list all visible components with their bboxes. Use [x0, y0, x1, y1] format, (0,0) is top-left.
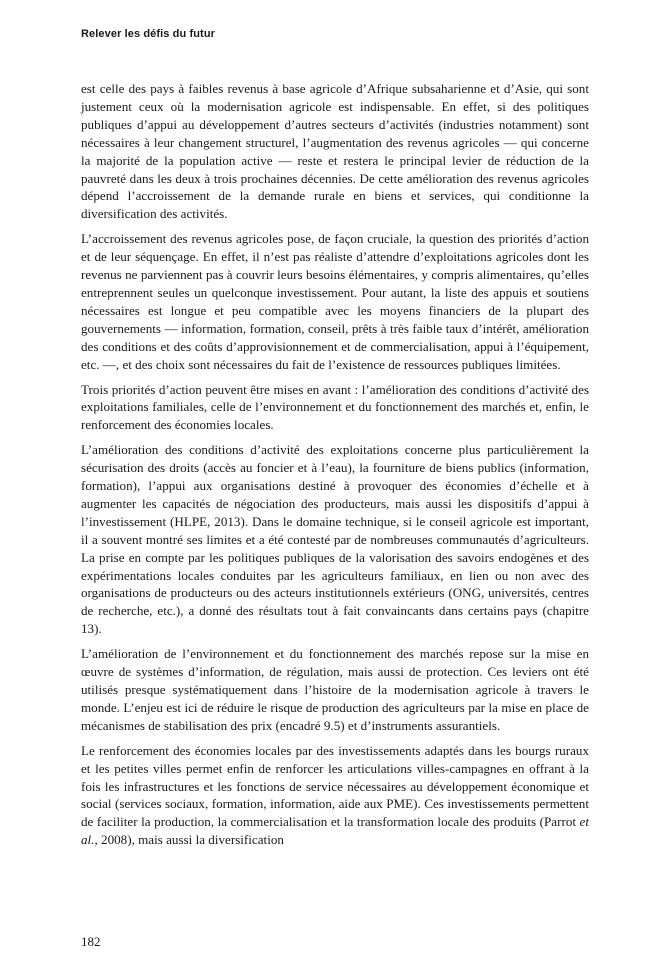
- paragraph-1: est celle des pays à faibles revenus à base agricole d’Afrique subsaharienne et d’Asie, qui sont justement ceux où la modernisation agricole est indispensable. En effet, si des politiques publiques d’appui au développement d’autres secteurs d’activités (industries notamment) sont nécessaires à leur changement structurel, l’augmentation des revenus agricoles — qui concerne la majorité de la population active — reste et restera le principal levier de réduction de la pauvreté dans les deux à trois prochaines décennies. De cette amélioration des revenus agricoles dépend l’accroissement de la demande rurale en biens et services, qui conditionne la diversification des activités.: [81, 81, 589, 222]
- body-text: [81, 80, 589, 849]
- paragraph-6-text-end: , 2008), mais aussi la diversification: [94, 832, 284, 848]
- page-number: 182: [81, 934, 101, 949]
- paragraph-3: Trois priorités d’action peuvent être mises en avant : l’amélioration des conditions d’activité des exploitations familiales, celle de l’environnement et du fonctionnement des marchés et, enfin, le renforcement des économies locales.: [81, 381, 589, 433]
- paragraph-4: L’amélioration des conditions d’activité des exploitations concerne plus particulièrement la sécurisation des droits (accès au foncier et à l’eau), la fourniture de biens publics (information, formation), l’appui aux organisations destiné à provoquer des économies d’échelle et à augmenter les capacités de négociation des producteurs, mais aussi les dispositifs d’appui à l’investissement (HLPE, 2013). Dans le domaine technique, si le conseil agricole est important, il a souvent montré ses limites et a été contesté par de nombreuses communautés d’agriculteurs. La prise en compte par les politiques publiques de la valorisation des savoirs endogènes et des expérimentations locales conduites par les agriculteurs familiaux, en lien ou non avec des organisations de producteurs ou des acteurs institutionnels extérieurs (ONG, universités, centres de recherche, etc.), a donné des résultats tout à fait convaincants dans certains pays (chapitre 13).: [81, 442, 589, 637]
- paragraph-5: L’amélioration de l’environnement et du fonctionnement des marchés repose sur la mise en œuvre de systèmes d’information, de régulation, mais aussi de protection. Ces leviers ont été utilisés presque systématiquement dans l’histoire de la modernisation agricole à travers le monde. L’enjeu est ici de réduire le risque de production des agriculteurs par la mise en place de mécanismes de stabilisation des prix (encadré 9.5) et d’instruments assurantiels.: [81, 646, 589, 733]
- paragraph-6-text-start: Le renforcement des économies locales par des investissements adaptés dans les bourgs ruraux et les petites villes permet enfin de renforcer les articulations villes-campagnes en offrant à la fois les infrastructures et les fonctions de service nécessaires au développement économique et social (services sociaux, formation, information, aide aux PME). Ces investissements permettent de faciliter la production, la commercialisation et la transformation locale des produits (Parrot: [81, 742, 589, 830]
- running-header: Relever les défis du futur: [81, 28, 216, 40]
- paragraph-2: L’accroissement des revenus agricoles pose, de façon cruciale, la question des priorités d’action et de leur séquençage. En effet, il n’est pas réaliste d’attendre d’exploitations agricoles dont les revenus ne parviennent pas à couvrir leurs besoins élémentaires, y compris alimentaires, qu’elles entreprennent seules un quelconque investissement. Pour autant, la liste des appuis et soutiens nécessaires est longue et peu compatible avec les moyens financiers de la plupart des gouvernements — information, formation, conseil, prêts à très faible taux d’intérêt, amélioration des conditions et des coûts d’approvisionnement et de commercialisation, appui à l’équipement, etc. —, et des choix sont nécessaires du fait de l’existence de ressources publiques limitées.: [81, 231, 589, 372]
- citation-et-al: et al.: [81, 814, 589, 848]
- paragraph-6: [81, 742, 589, 849]
